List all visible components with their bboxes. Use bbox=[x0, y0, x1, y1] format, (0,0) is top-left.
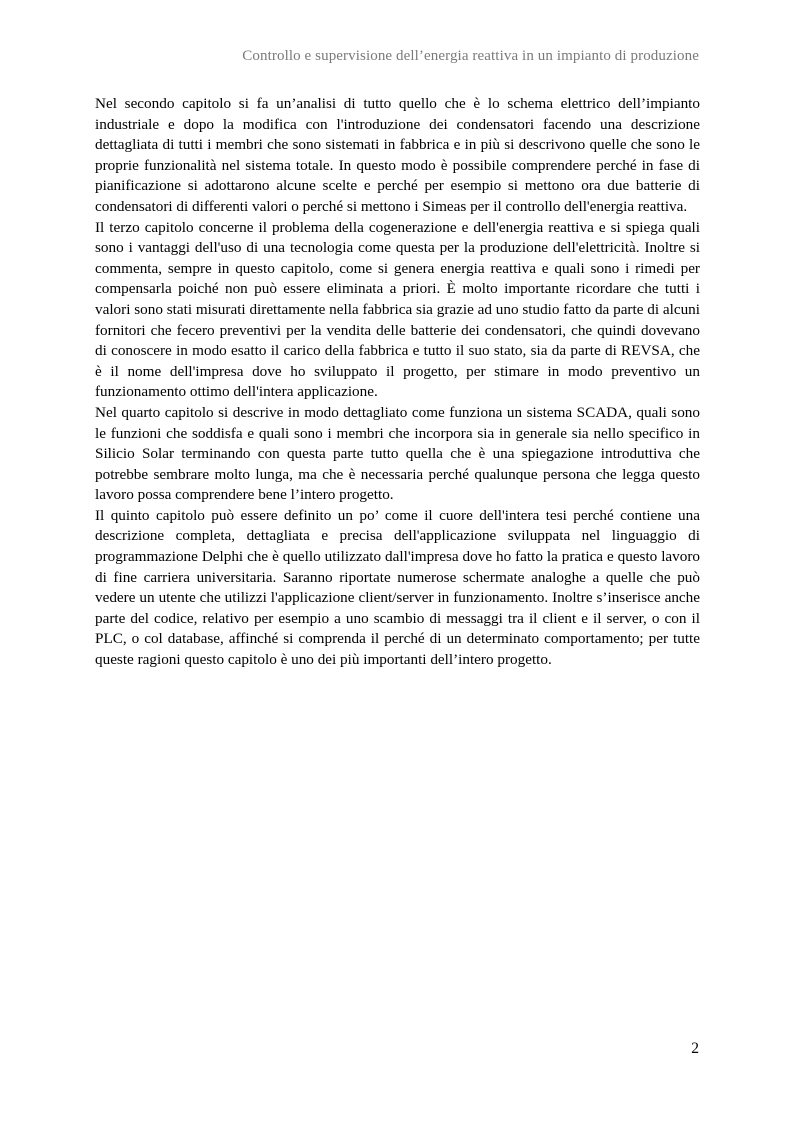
paragraph-chapter-4: Nel quarto capitolo si descrive in modo dettagliato come funziona un sistema SCADA, quali sono le funzioni che soddisfa e quali sono i membri che incorpora sia in generale sia nello specifico in Silicio Solar terminando con questa parte tutto quella che è una spiegazione introduttiva che potrebbe sembrare molto lunga, ma che è necessaria perché qualunque persona che legga questo lavoro possa comprendere bene l’intero progetto. bbox=[95, 403, 700, 504]
paragraph-chapter-2: Nel secondo capitolo si fa un’analisi di tutto quello che è lo schema elettrico dell’impianto industriale e dopo la modifica con l'introduzione dei condensatori facendo una descrizione dettagliata di tutti i membri che sono sistemati in fabbrica e in più si descrivono quelle che sono le proprie funzionalità nel sistema totale. In questo modo è possibile comprendere perché in fase di pianificazione si adottarono alcune scelte e perché per esempio si mettono ora due batterie di condensatori di differenti valori o perché si mettono i Simeas per il controllo dell'energia reattiva. bbox=[95, 95, 700, 215]
body-text bbox=[95, 94, 700, 671]
running-header: Controllo e supervisione dell’energia reattiva in un impianto di produzione bbox=[242, 48, 699, 64]
page-number: 2 bbox=[691, 1040, 699, 1057]
paragraph-chapter-3: Il terzo capitolo concerne il problema della cogenerazione e dell'energia reattiva e si spiega quali sono i vantaggi dell'uso di una tecnologia come questa per la produzione dell'elettricità. Inoltre si commenta, sempre in questo capitolo, come si genera energia reattiva e quali sono i rimedi per compensarla poiché non può essere eliminata a priori. È molto importante ricordare che tutti i valori sono stati misurati direttamente nella fabbrica sia grazie ad uno studio fatto da parte di alcuni fornitori che fecero preventivi per la vendita delle batterie dei condensatori, che quindi dovevano di conoscere in modo esatto il carico della fabbrica e tutto il suo stato, sia da parte di REVSA, che è il nome dell'impresa dove ho sviluppato il progetto, per stimare in modo preventivo un funzionamento ottimo dell'intera applicazione. bbox=[95, 218, 700, 401]
paragraph-chapter-5: Il quinto capitolo può essere definito un po’ come il cuore dell'intera tesi perché contiene una descrizione completa, dettagliata e precisa dell'applicazione sviluppata nel linguaggio di programmazione Delphi che è quello utilizzato dall'impresa dove ho fatto la pratica e questo lavoro di fine carriera universitaria. Saranno riportate numerose schermate analoghe a quelle che può vedere un utente che utilizzi l'applicazione client/server in funzionamento. Inoltre s’inserisce anche parte del codice, relativo per esempio a uno scambio di messaggi tra il client e il server, o con il PLC, o col database, affinché si comprenda il perché di un determinato comportamento; per tutte queste ragioni questo capitolo è uno dei più importanti dell’intero progetto. bbox=[95, 506, 700, 669]
